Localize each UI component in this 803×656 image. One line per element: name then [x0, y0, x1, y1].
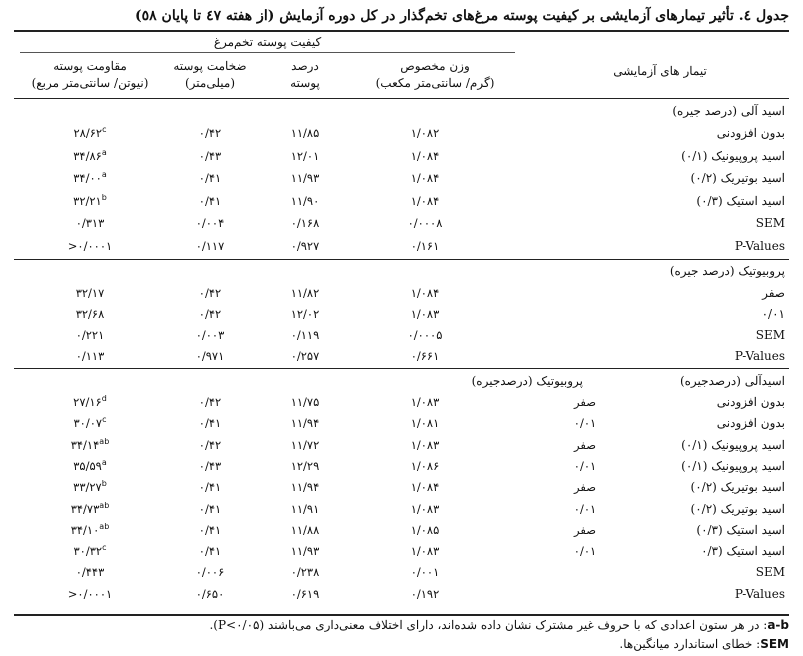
cell-shell-thickness: ۰/۶۵۰ [195, 586, 225, 601]
cell-specific-gravity: ۰/۰۰۰۸ [407, 216, 443, 231]
section1-title: اسید آلی (درصد جیره) [672, 104, 785, 118]
row-label: اسید استیک (۰/۳ [701, 544, 785, 559]
cell-shell-percent: ۰/۱۶۸ [290, 216, 320, 231]
cell-shell-thickness: ۰/۱۱۷ [195, 239, 225, 253]
cell-shell-strength [40, 347, 140, 365]
shell-strength-value: ۳۴/۰۰ [73, 171, 102, 186]
cell-shell-percent: ۱۱/۷۵ [290, 395, 320, 409]
shell-strength-value: ۰/۲۲۱ [75, 328, 105, 342]
shell-strength-value: ۳۳/۲۷ [73, 480, 102, 495]
row-label: اسید بوتیریک (۰/۲) [690, 171, 785, 186]
cell-shell-strength [40, 305, 140, 323]
cell-shell-percent: ۰/۱۱۹ [290, 328, 320, 342]
significance-letter: b [101, 479, 107, 489]
header-shell-thickness-2: (میلی‌متر) [184, 76, 236, 90]
row-label: بدون افزودنی [716, 126, 785, 140]
significance-letter: a [101, 147, 107, 157]
cell-shell-thickness: ۰/۴۱ [198, 501, 222, 516]
cell-specific-gravity: ۱/۰۸۴ [410, 193, 440, 208]
shell-strength-value: >۰/۰۰۰۱ [67, 239, 113, 253]
row-probiotic-level: صفر [574, 395, 596, 409]
row-label: بدون افزودنی [716, 416, 785, 431]
header-specific-gravity-1: وزن مخصوص [400, 59, 470, 73]
cell-shell-strength [40, 147, 140, 165]
cell-shell-percent: ۱۱/۸۸ [290, 522, 320, 537]
shell-strength-value: ۳۴/۱۰ [70, 522, 100, 537]
cell-shell-percent: ۱۱/۸۵ [290, 126, 320, 140]
cell-shell-thickness: ۰/۰۰۴ [195, 216, 225, 231]
header-group: کیفیت پوسته تخم‌مرغ [213, 35, 322, 49]
shell-strength-value: >۰/۰۰۰۱ [67, 586, 113, 601]
shell-strength-value: ۳۰/۳۲ [73, 544, 103, 559]
row-probiotic-level: ۰/۰۱ [573, 544, 597, 559]
cell-shell-thickness: ۰/۴۲ [198, 437, 222, 452]
cell-shell-strength [40, 192, 140, 210]
row-label: P-Values [734, 239, 785, 253]
cell-shell-strength [40, 457, 140, 475]
significance-letter: c [102, 125, 107, 135]
cell-shell-percent: ۰/۶۱۹ [290, 586, 320, 601]
cell-specific-gravity: ۰/۱۶۱ [410, 239, 440, 253]
header-group-rule [20, 52, 515, 53]
row-label: اسید بوتیریک (۰/۲) [690, 480, 785, 495]
cell-shell-percent: ۱۱/۷۲ [290, 437, 320, 452]
cell-specific-gravity: ۰/۰۰۰۵ [407, 328, 443, 342]
footnote-sem-text: : خطای استاندارد میانگین‌ها. [619, 637, 761, 651]
row-label: اسید پروپیونیک (۰/۱) [681, 148, 785, 163]
row-label: اسید پروپیونیک (۰/۱) [681, 458, 785, 473]
row-label: SEM [755, 328, 785, 342]
significance-letter: ab [99, 521, 110, 531]
cell-shell-strength [40, 284, 140, 302]
cell-specific-gravity: ۰/۰۰۱ [410, 565, 440, 580]
cell-shell-percent: ۱۱/۹۳ [290, 171, 320, 186]
cell-specific-gravity: ۱/۰۸۴ [410, 148, 440, 163]
cell-shell-thickness: ۰/۴۱ [198, 171, 222, 186]
row-label: ۰/۰۱ [761, 307, 785, 321]
cell-shell-strength [40, 436, 140, 454]
cell-specific-gravity: ۰/۶۶۱ [410, 349, 440, 363]
cell-shell-percent: ۰/۲۳۸ [290, 565, 320, 580]
header-specific-gravity-2: (گرم/ سانتی‌متر مکعب) [375, 76, 495, 90]
header-shell-percent-2: پوسته [290, 76, 320, 90]
significance-letter: a [101, 170, 107, 180]
cell-shell-percent: ۱۱/۸۲ [290, 286, 320, 300]
row-label: SEM [755, 565, 785, 580]
row-probiotic-level: صفر [574, 522, 596, 537]
cell-specific-gravity: ۱/۰۸۴ [410, 480, 440, 495]
row-label: P-Values [734, 349, 785, 363]
section1-bottom-rule [14, 259, 789, 260]
significance-letter: c [102, 543, 107, 553]
cell-specific-gravity: ۱/۰۸۳ [410, 395, 440, 409]
cell-shell-percent: ۱۱/۹۴ [290, 416, 320, 431]
cell-shell-strength [40, 478, 140, 496]
significance-letter: ab [99, 436, 110, 446]
cell-shell-thickness: ۰/۴۱ [198, 193, 222, 208]
cell-shell-percent: ۱۲/۲۹ [290, 458, 320, 473]
cell-shell-strength [40, 124, 140, 142]
row-probiotic-level: صفر [574, 480, 596, 495]
cell-shell-strength [40, 326, 140, 344]
shell-strength-value: ۰/۴۴۳ [75, 565, 105, 580]
top-rule [14, 30, 789, 32]
cell-shell-thickness: ۰/۴۲ [198, 307, 222, 321]
cell-shell-percent: ۱۲/۰۱ [290, 148, 320, 163]
shell-strength-value: ۳۲/۲۱ [73, 193, 102, 208]
significance-letter: ab [99, 500, 110, 510]
cell-shell-thickness: ۰/۴۲ [198, 126, 222, 140]
cell-shell-thickness: ۰/۹۷۱ [195, 349, 225, 363]
row-probiotic-level: صفر [574, 437, 596, 452]
footnote-sem-key: SEM [760, 637, 789, 651]
row-label: اسید استیک (۰/۳) [696, 522, 785, 537]
row-label: اسید استیک (۰/۳) [696, 193, 785, 208]
cell-specific-gravity: ۱/۰۸۳ [410, 501, 440, 516]
footnote-ab-key: a-b [767, 618, 789, 632]
cell-specific-gravity: ۱/۰۸۴ [410, 286, 440, 300]
shell-strength-value: ۳۴/۷۳ [70, 501, 100, 516]
row-label: اسید بوتیریک (۰/۲) [690, 501, 785, 516]
significance-letter: c [102, 415, 107, 425]
cell-specific-gravity: ۰/۱۹۲ [410, 586, 440, 601]
cell-shell-strength [40, 521, 140, 539]
shell-strength-value: ۲۸/۶۲ [73, 126, 103, 140]
cell-shell-strength [40, 500, 140, 518]
row-probiotic-level: ۰/۰۱ [573, 416, 597, 431]
significance-letter: a [101, 458, 107, 468]
section2-title: پروبیوتیک (درصد جیره) [669, 264, 785, 278]
header-shell-percent-1: درصد [291, 59, 319, 73]
row-label: P-Values [734, 586, 785, 601]
cell-specific-gravity: ۱/۰۸۴ [410, 171, 440, 186]
cell-specific-gravity: ۱/۰۸۶ [410, 458, 440, 473]
cell-shell-percent: ۱۱/۹۱ [290, 501, 320, 516]
cell-shell-thickness: ۰/۴۱ [198, 480, 222, 495]
section3-title-probiotic: پروبیوتیک (درصدجیره) [471, 374, 583, 388]
cell-specific-gravity: ۱/۰۸۳ [410, 307, 440, 321]
row-probiotic-level: ۰/۰۱ [573, 458, 597, 473]
significance-letter: d [101, 394, 107, 404]
header-treatments: تیمار های آزمایشی [613, 64, 707, 78]
cell-shell-strength [40, 393, 140, 411]
cell-shell-strength [40, 414, 140, 432]
cell-shell-thickness: ۰/۴۲ [198, 395, 222, 409]
header-shell-thickness-1: ضخامت پوسته [173, 59, 247, 73]
section3-title-acid: اسیدآلی (درصدجیره) [679, 374, 785, 388]
cell-shell-strength [40, 563, 140, 581]
row-label: بدون افزودنی [716, 395, 785, 409]
footnote-sem [14, 635, 789, 653]
cell-shell-percent: ۰/۹۲۷ [290, 239, 320, 253]
significance-letter: b [101, 192, 107, 202]
cell-shell-percent: ۰/۲۵۷ [290, 349, 320, 363]
cell-shell-strength [40, 542, 140, 560]
section2-bottom-rule [14, 368, 789, 369]
shell-strength-value: ۳۵/۵۹ [73, 458, 102, 473]
cell-shell-thickness: ۰/۰۰۳ [195, 328, 225, 342]
row-label: SEM [755, 216, 785, 231]
cell-shell-percent: ۱۲/۰۲ [290, 307, 320, 321]
shell-strength-value: ۰/۱۱۳ [75, 349, 105, 363]
shell-strength-value: ۳۰/۰۷ [73, 416, 103, 431]
footnote-ab [14, 616, 789, 634]
header-shell-strength-2: (نیوتن/ سانتی‌متر مربع) [31, 76, 149, 90]
row-probiotic-level: ۰/۰۱ [573, 501, 597, 516]
cell-specific-gravity: ۱/۰۸۳ [410, 437, 440, 452]
row-label: صفر [762, 286, 785, 300]
cell-shell-percent: ۱۱/۹۴ [290, 480, 320, 495]
shell-strength-value: ۳۴/۱۴ [70, 437, 100, 452]
row-label: اسید پروپیونیک (۰/۱) [681, 437, 785, 452]
cell-shell-strength [40, 214, 140, 232]
cell-shell-thickness: ۰/۴۱ [198, 544, 222, 559]
cell-shell-percent: ۱۱/۹۳ [290, 544, 320, 559]
footnote-ab-text: : در هر ستون اعدادی که با حروف غیر مشترک نشان داده شده‌اند، دارای اختلاف معنی‌داری می‌باشند (P<۰/۰۵). [209, 618, 768, 632]
cell-shell-strength [40, 169, 140, 187]
cell-shell-thickness: ۰/۰۰۶ [195, 565, 225, 580]
cell-specific-gravity: ۱/۰۸۱ [410, 416, 440, 431]
shell-strength-value: ۳۲/۶۸ [75, 307, 105, 321]
cell-shell-strength [40, 585, 140, 603]
shell-strength-value: ۰/۳۱۳ [75, 216, 105, 231]
cell-specific-gravity: ۱/۰۸۲ [410, 126, 440, 140]
header-shell-strength-1: مقاومت پوسته [53, 59, 127, 73]
table-title: جدول ٤. تأثیر تیمارهای آزمایشی بر کیفیت پوسته مرغ‌های تخم‌گذار در کل دوره آزمایش (از هفته ٤٧ تا پایان ٥٨) [135, 8, 789, 24]
cell-shell-strength [40, 237, 140, 255]
cell-specific-gravity: ۱/۰۸۵ [410, 522, 440, 537]
cell-shell-thickness: ۰/۴۳ [198, 148, 222, 163]
shell-strength-value: ۲۷/۱۶ [73, 395, 102, 409]
cell-specific-gravity: ۱/۰۸۳ [410, 544, 440, 559]
header-bottom-rule [14, 98, 789, 99]
cell-shell-thickness: ۰/۴۲ [198, 286, 222, 300]
shell-strength-value: ۳۴/۸۶ [73, 148, 102, 163]
cell-shell-thickness: ۰/۴۱ [198, 522, 222, 537]
cell-shell-thickness: ۰/۴۳ [198, 458, 222, 473]
cell-shell-thickness: ۰/۴۱ [198, 416, 222, 431]
cell-shell-percent: ۱۱/۹۰ [290, 193, 320, 208]
shell-strength-value: ۳۲/۱۷ [75, 286, 105, 300]
